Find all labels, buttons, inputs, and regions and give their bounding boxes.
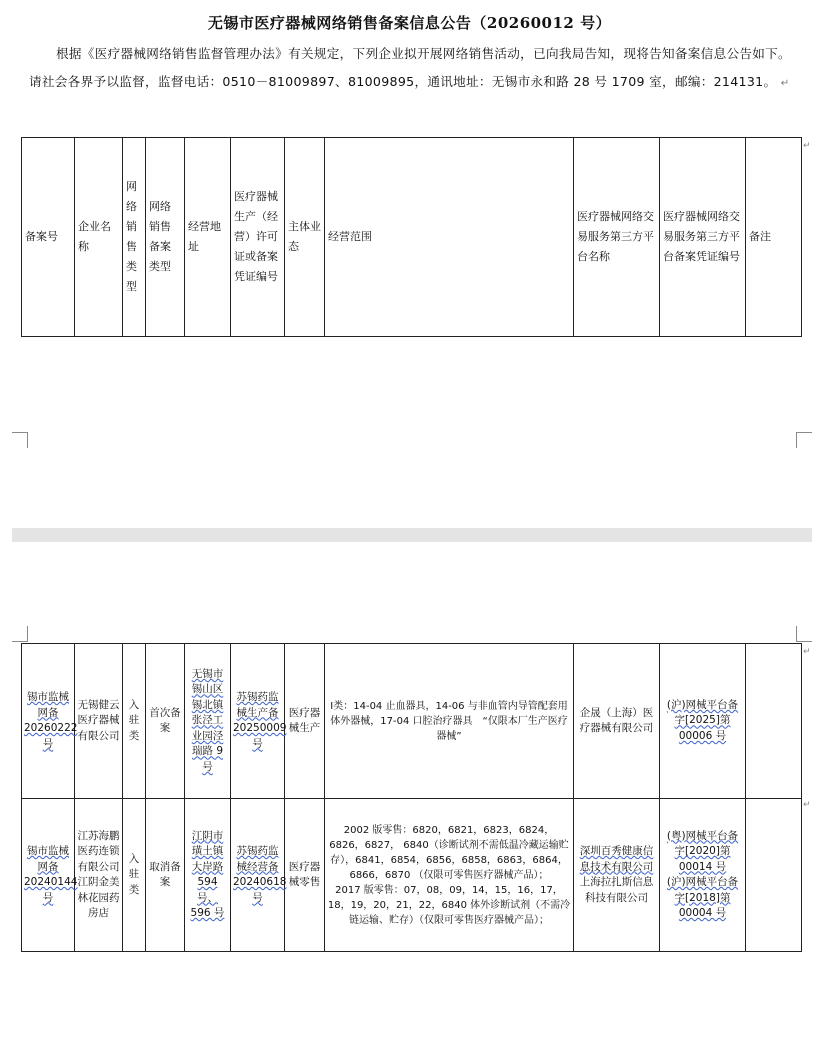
- header-license: 医疗器械生产（经营）许可证或备案凭证编号: [231, 138, 285, 337]
- license-cell: 苏锡药监械经营备 20240618 号: [231, 799, 285, 952]
- header-platform: 医疗器械网络交易服务第三方平台名称: [574, 138, 660, 337]
- row-end-mark: ↵: [803, 647, 811, 657]
- page-corner-mark: [12, 432, 28, 448]
- header-note: 备注: [746, 138, 802, 337]
- platform-no-cell: [660, 799, 746, 952]
- header-address: 经营地址: [185, 138, 231, 337]
- platform-no: (沪)网械平台备字[2018]第 00004 号: [666, 876, 739, 919]
- data-table: [21, 643, 802, 952]
- intro-text: 根据《医疗器械网络销售监督管理办法》有关规定，下列企业拟开展网络销售活动，已向我局告知，现将告知备案信息公告如下。请社会各界予以监督，监督电话：0510－81009897、81009895，通讯地址：无锡市永和路 28 号 1709 室，邮编：214131。: [29, 46, 791, 89]
- header-business: 主体业态: [285, 138, 325, 337]
- intro-paragraph: [29, 40, 799, 98]
- header-sale-type: 网络销售类型: [123, 138, 146, 337]
- platform-name: 上海拉扎斯信息科技有限公司: [579, 876, 654, 904]
- sale-type-cell: 入驻类: [123, 644, 146, 799]
- header-scope: 经营范围: [325, 138, 574, 337]
- scope-cell: [325, 799, 574, 952]
- sale-type-cell: 入驻类: [123, 799, 146, 952]
- platform-no: (粤)网械平台备字[2020]第 00014 号: [666, 829, 739, 873]
- paragraph-mark: ↵: [780, 78, 790, 89]
- license-cell: 苏锡药监械生产备 20250009 号: [231, 644, 285, 799]
- header-company: 企业名称: [75, 138, 123, 337]
- row-end-mark: ↵: [803, 800, 811, 810]
- platform-cell: [574, 799, 660, 952]
- company-cell: 江苏海鹏医药连锁有限公司江阴金美林花园药房店: [75, 799, 123, 952]
- page-break-gap: [12, 528, 812, 542]
- table-row: [22, 644, 802, 799]
- record-no-cell: 锡市监械网备 20240144 号: [22, 799, 75, 952]
- header-table: [21, 137, 802, 337]
- page-corner-mark: [12, 626, 28, 642]
- note-cell: [746, 799, 802, 952]
- platform-no-cell: (沪)网械平台备字[2025]第 00006 号: [660, 644, 746, 799]
- header-record-type: 网络销售备案类型: [146, 138, 185, 337]
- record-type-cell: 首次备案: [146, 644, 185, 799]
- header-platform-no: 医疗器械网络交易服务第三方平台备案凭证编号: [660, 138, 746, 337]
- record-type-cell: 取消备案: [146, 799, 185, 952]
- business-cell: 医疗器械零售: [285, 799, 325, 952]
- table-row: [22, 799, 802, 952]
- row-end-mark: ↵: [803, 141, 811, 151]
- business-cell: 医疗器械生产: [285, 644, 325, 799]
- header-row: [22, 138, 802, 337]
- document-title: 无锡市医疗器械网络销售备案信息公告（20260012 号）: [207, 14, 612, 32]
- header-record-no: 备案号: [22, 138, 75, 337]
- record-no-cell: 锡市监械网备 20260222 号: [22, 644, 75, 799]
- scope-2002: 2002 版零售：6820，6821，6823，6824，6826，6827， 6840（诊断试剂不需低温冷藏运输贮存），6841，6854，6856，6858，6863，6864，6866，6870 （仅限可零售医疗器械产品）；: [329, 824, 569, 881]
- company-cell: 无锡健云医疗器械有限公司: [75, 644, 123, 799]
- platform-name: 深圳百秀健康信息技术有限公司: [579, 845, 654, 873]
- scope-2017: 2017 版零售：07，08，09，14，15，16，17，18，19，20，21，22，6840 体外诊断试剂（不需冷链运输、贮存）（仅限可零售医疗器械产品）；: [327, 884, 571, 926]
- address-cell: 无锡市锡山区锡北镇张泾工业园泾瑞路 9 号: [185, 644, 231, 799]
- page-corner-mark: [796, 432, 812, 448]
- address-cell: 江阴市璜土镇大岸路 594 号、596 号: [185, 799, 231, 952]
- note-cell: [746, 644, 802, 799]
- platform-cell: 企晟（上海）医疗器械有限公司: [574, 644, 660, 799]
- page-corner-mark: [796, 626, 812, 642]
- scope-cell: I类：14-04 止血器具，14-06 与非血管内导管配套用体外器械，17-04 口腔治疗器具 “仅限本厂生产医疗器械”: [325, 644, 574, 799]
